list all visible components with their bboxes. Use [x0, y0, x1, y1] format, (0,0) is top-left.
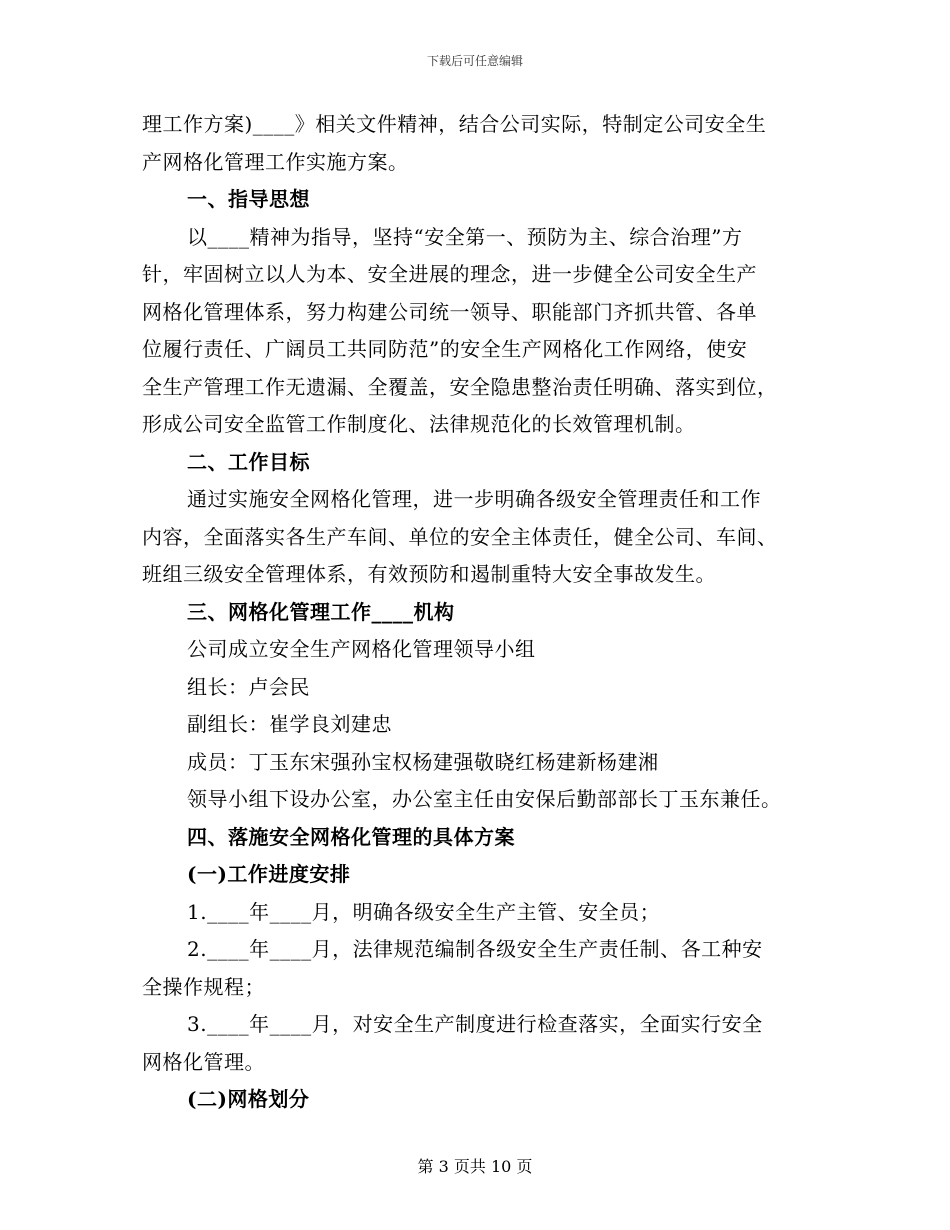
- paragraph-line: 形成公司安全监管工作制度化、法律规范化的长效管理机制。: [142, 412, 696, 436]
- paragraph-line: 理工作方案)____》相关文件精神，结合公司实际，特制定公司安全生: [142, 112, 767, 136]
- paragraph-line: 位履行责任、广阔员工共同防范”的安全生产网格化工作网络，使安: [142, 337, 748, 361]
- section-heading: 四、落施安全网格化管理的具体方案: [187, 824, 515, 849]
- paragraph-line: 针，牢固树立以人为本、安全进展的理念，进一步健全公司安全生产: [142, 262, 757, 286]
- paragraph-line: 通过实施安全网格化管理，进一步明确各级安全管理责任和工作: [187, 487, 761, 511]
- page-footer: 第 3 页共 10 页: [417, 1157, 533, 1176]
- section-heading: 二、工作目标: [187, 449, 310, 474]
- paragraph-line: 网格化管理。: [142, 1049, 265, 1074]
- paragraph-line: 产网格化管理工作实施方案。: [142, 149, 409, 174]
- paragraph-line: 1.____年____月，明确各级安全生产主管、安全员；: [187, 899, 661, 924]
- section-heading: (二)网格划分: [187, 1087, 310, 1111]
- paragraph-line: 全操作规程；: [142, 974, 265, 999]
- section-heading: 三、网格化管理工作____机构: [187, 599, 455, 624]
- document-body: [142, 106, 812, 1119]
- paragraph-line: 2.____年____月，法律规范编制各级安全生产责任制、各工种安: [187, 937, 763, 961]
- paragraph-line: 网格化管理体系，努力构建公司统一领导、职能部门齐抓共管、各单: [142, 299, 757, 324]
- paragraph-line: 班组三级安全管理体系，有效预防和遏制重特大安全事故发生。: [142, 562, 716, 586]
- paragraph-line: 副组长：崔学良刘建忠: [187, 712, 392, 736]
- paragraph-line: 公司成立安全生产网格化管理领导小组: [187, 637, 536, 661]
- section-heading: 一、指导思想: [187, 187, 310, 211]
- page-header: 下载后可任意编辑: [426, 54, 523, 68]
- paragraph-line: 3.____年____月，对安全生产制度进行检查落实，全面实行安全: [187, 1012, 763, 1036]
- section-heading: (一)工作进度安排: [187, 862, 351, 886]
- paragraph-line: 以____精神为指导，坚持“安全第一、预防为主、综合治理”方: [187, 224, 743, 249]
- paragraph-line: 领导小组下设办公室，办公室主任由安保后勤部部长丁玉东兼任。: [187, 787, 782, 811]
- paragraph-line: 全生产管理工作无遗漏、全覆盖，安全隐患整治责任明确、落实到位，: [142, 374, 778, 399]
- paragraph-line: 成员：丁玉东宋强孙宝权杨建强敬晓红杨建新杨建湘: [187, 749, 659, 774]
- paragraph-line: 组长：卢会民: [187, 674, 310, 699]
- paragraph-line: 内容，全面落实各生产车间、单位的安全主体责任，健全公司、车间、: [142, 524, 778, 549]
